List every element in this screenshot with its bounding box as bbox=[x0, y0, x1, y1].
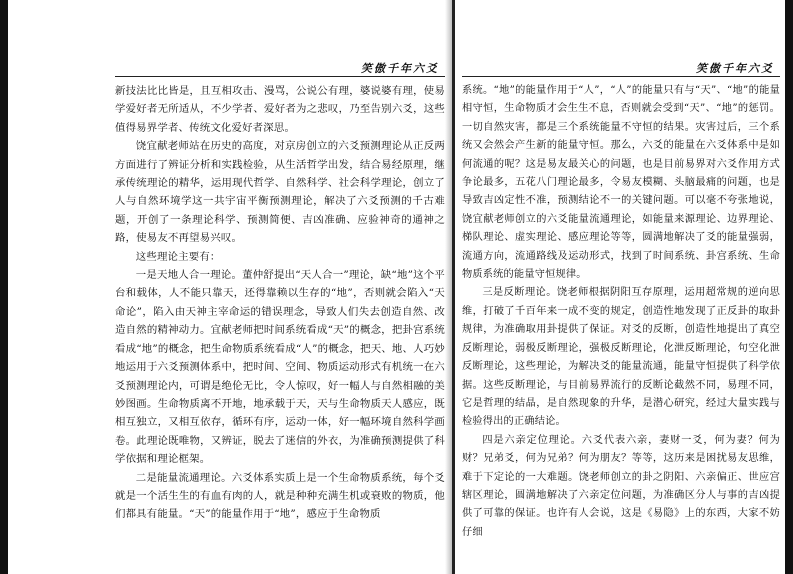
paragraph: 这些理论主要有： bbox=[135, 250, 221, 263]
paragraph: 新技法比比皆是，且互相攻击、漫骂，公说公有理，婆说婆有理，使易学爱好者无所适从，不少学者、爱好者为之悲叹，乃至告别六爻，这些值得易界学者、传统文化爱好者深思。 bbox=[115, 85, 445, 134]
paragraph: 一是天地人合一理论。董仲舒提出“天人合一”理论，缺“地”这个平台和载体，人不能只靠天，还得靠赖以生存的“地”，否则就会陷入“天命论”，陷入由天神主宰命运的错误理念，导致人们失去创造自然、改造自然的精神动力。宜献老师把时间系统看成“天”的概念，把卦宫系统看成“地”的概念，把生命物质系统看成“人”的概念，把天、地、人巧妙地运用于六爻预测体系中，把时间、空间、物质运动形式有机统一在六爻预测理论内，可谓是绝伦无比，令人惊叹，好一幅人与自然相融的美妙图画。生命物质离不开地，地承载于天，天与生命物质天人感应，既相互独立，又相互依存，循环有序，运动一体，好一幅环境自然科学画卷。此理论既唯物，又辨证，脱去了迷信的外衣，为准确预测提供了科学依据和理论框架。 bbox=[115, 269, 445, 466]
scan-edge-left bbox=[0, 0, 8, 574]
book-gutter bbox=[452, 0, 455, 574]
paragraph: 饶宜献老师站在历史的高度，对京房创立的六爻预测理论从正反两方面进行了辨证分析和实践检验，从生活哲学出发，结合易经原理，继承传统理论的精华，运用现代哲学、自然科学、社会科学理论，创立了人与自然环境学这一共宇宙平衡预测理论，解决了六爻预测的千古难题，开创了一条理论科学、预测简便、吉凶准确、应验神奇的通神之路，使易友不再望易兴叹。 bbox=[115, 140, 445, 245]
scan-edge-right bbox=[785, 0, 793, 574]
right-page bbox=[462, 60, 780, 570]
left-running-header bbox=[115, 60, 445, 78]
left-running-title: 笑傲千年六爻 bbox=[361, 62, 439, 75]
gutter-shadow bbox=[445, 0, 452, 574]
header-rule bbox=[115, 76, 445, 77]
left-page bbox=[115, 60, 445, 570]
paragraph: 二是能量流通理论。六爻体系实质上是一个生命物质系统，每个爻就是一个活生生的有血有肉的人，就是种种充满生机或衰败的物质，他们都具有能量。“天”的能量作用于“地”，感应于生命物质 bbox=[115, 471, 445, 521]
header-rule bbox=[462, 76, 780, 77]
right-running-title: 笑傲千年六爻 bbox=[696, 62, 774, 75]
paragraph: 系统。“地”的能量作用于“人”，“人”的能量只有与“天”、“地”的能量相守恒，生命物质才会生生不息，否则就会受到“天”、“地”的惩罚。一切自然灾害，都是三个系统能量不守恒的结果。灾害过后，三个系统又会然会产生新的能量守恒。那么，六爻的能量在六爻体系中是如何流通的呢？这是易友最关心的问题，也是目前易界对六爻作用方式争论最多，五花八门理论最多，令易友模糊、头脑最痛的问题，也是导致吉凶定性不准，预测结论不一的关键问题。可以毫不夸张地说，饶宜献老师创立的六爻能量流通理论，如能量来源理论、边界理论、梯队理论、虚实理论、感应理论等等，圆满地解决了爻的能量强弱，流通方向，流通路线及运动形式，找到了时间系统、卦宫系统、生命物质系统的能量守恒规律。 bbox=[462, 85, 780, 281]
paragraph: 三是反断理论。饶老师根据阴阳互存原理，运用超常规的逆向思维，打破了千百年来一成不变的规定，创造性地发现了正反卦的取卦规律，为准确取用卦提供了保证。对爻的反断，创造性地提出了真空反断理论，弱极反断理论，强极反断理论，化泄反断理论，句空化泄反断理论，这些理论，为解决爻的能量流通，能量守恒提供了科学依据。这些反断理论，与目前易界流行的反断论截然不同，易理不同，它是哲理的结晶，是自然现象的升华，是潜心研究，经过大量实践与检验得出的正确结论。 bbox=[462, 287, 780, 428]
right-running-header bbox=[462, 60, 780, 78]
paragraph: 四是六亲定位理论。六爻代表六亲，妻财一爻，何为妻？何为财？兄弟爻，何为兄弟？何为朋友？等等，这历来是困扰易友思维，难于下定论的一大难题。饶老师创立的卦之阴阳、六亲偏正、世应宫辖区理论，圆满地解决了六亲定位问题，为准确区分人与事的吉凶提供了可靠的保证。也许有人会说，这是《易隐》上的东西，大家不妨仔细 bbox=[462, 434, 780, 538]
